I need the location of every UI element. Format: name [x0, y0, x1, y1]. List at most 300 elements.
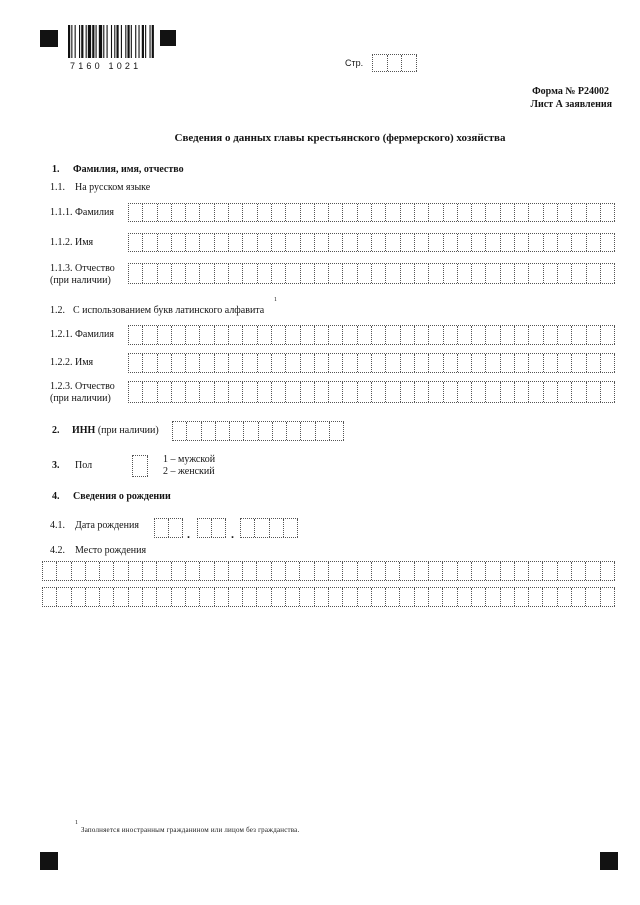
birth-date-title: Дата рождения: [75, 520, 139, 531]
entry-cell: [544, 326, 558, 344]
entry-cell: [529, 382, 543, 402]
entry-cell: [315, 382, 329, 402]
entry-cell: [386, 562, 400, 580]
entry-cell: [243, 562, 257, 580]
entry-cell: [301, 422, 315, 440]
entry-cell: [458, 264, 472, 283]
entry-cell: [157, 588, 171, 606]
entry-cell: [329, 264, 343, 283]
entry-cell: [202, 422, 216, 440]
entry-cell: [186, 562, 200, 580]
entry-cell: [155, 519, 169, 537]
entry-cell: [186, 204, 200, 221]
entry-cell: [169, 519, 183, 537]
entry-cell: [244, 422, 258, 440]
entry-cell: [386, 234, 400, 251]
entry-cell: [372, 234, 386, 251]
entry-cell: [601, 354, 615, 372]
entry-cell: [444, 234, 458, 251]
entry-cell: [515, 588, 529, 606]
entry-cell: [158, 354, 172, 372]
entry-cell: [329, 326, 343, 344]
entry-cell: [186, 354, 200, 372]
entry-cell: [186, 326, 200, 344]
entry-cell: [486, 354, 500, 372]
footnote-reference: 1: [274, 297, 277, 303]
entry-cell: [187, 422, 201, 440]
entry-cell: [212, 519, 226, 537]
entry-cell: [315, 234, 329, 251]
entry-cell: [200, 354, 214, 372]
entry-cell: [315, 588, 329, 606]
entry-cell: [229, 354, 243, 372]
entry-cell: [172, 562, 186, 580]
section-name-heading: [52, 165, 184, 175]
subsection-number: 1.1.: [50, 182, 65, 193]
entry-cell: [372, 204, 386, 221]
entry-cell: [587, 234, 601, 251]
entry-cell: [243, 382, 257, 402]
entry-cell: [198, 519, 212, 537]
entry-cell: [200, 204, 214, 221]
entry-cell: [486, 234, 500, 251]
entry-cell: [229, 204, 243, 221]
entry-cell: [133, 456, 148, 476]
entry-cell: [343, 204, 357, 221]
entry-cell: [444, 204, 458, 221]
date-separator: .: [231, 527, 234, 541]
entry-cell: [158, 326, 172, 344]
entry-cell: [72, 562, 86, 580]
entry-cell: [472, 354, 486, 372]
subsection-title: С использованием букв латинского алфавита: [73, 305, 265, 316]
entry-cell: [300, 588, 314, 606]
entry-cell: [415, 382, 429, 402]
patronymic-latin-note: (при наличии): [50, 393, 111, 404]
entry-cell: [286, 354, 300, 372]
entry-cell: [372, 264, 386, 283]
entry-cell: [215, 588, 229, 606]
entry-cell: [358, 204, 372, 221]
entry-cell: [143, 382, 157, 402]
entry-cell: [458, 562, 472, 580]
barcode-bars: [68, 25, 154, 58]
entry-cell: [558, 588, 572, 606]
entry-cell: [157, 562, 171, 580]
entry-cell: [72, 588, 86, 606]
entry-cell: [458, 382, 472, 402]
entry-cell: [388, 55, 403, 71]
entry-cell: [343, 562, 357, 580]
entry-cell: [257, 562, 271, 580]
entry-cell: [458, 234, 472, 251]
entry-cell: [429, 588, 443, 606]
entry-cell: [143, 264, 157, 283]
section-number: 1.: [52, 164, 60, 175]
entry-cell: [286, 326, 300, 344]
entry-cell: [287, 422, 301, 440]
entry-cell: [273, 422, 287, 440]
entry-cell: [200, 588, 214, 606]
entry-cell: [329, 382, 343, 402]
inn-title: ИНН: [72, 425, 96, 436]
form-number: Форма № Р24002: [532, 86, 609, 97]
entry-cell: [229, 562, 243, 580]
entry-cell: [200, 264, 214, 283]
entry-cell: [587, 354, 601, 372]
subsection-russian-heading: [50, 183, 150, 193]
entry-cell: [458, 326, 472, 344]
first-name-ru-label: 1.1.2. Имя: [50, 237, 94, 248]
entry-cell: [401, 204, 415, 221]
entry-cell: [215, 234, 229, 251]
entry-cell: [343, 264, 357, 283]
entry-cell: [472, 326, 486, 344]
entry-cell: [315, 562, 329, 580]
entry-cell: [529, 264, 543, 283]
birth-title: Сведения о рождении: [73, 491, 171, 502]
section-number: 3.: [52, 460, 60, 471]
subsection-title: На русском языке: [75, 182, 151, 193]
sex-title: Пол: [75, 460, 93, 471]
entry-cell: [501, 354, 515, 372]
entry-cell: [515, 264, 529, 283]
entry-cell: [429, 204, 443, 221]
entry-cell: [172, 382, 186, 402]
entry-cell: [572, 354, 586, 372]
entry-cell: [315, 354, 329, 372]
footnote-text: Заполняется иностранным гражданином или лицом без гражданства.: [81, 826, 300, 834]
entry-cell: [544, 354, 558, 372]
entry-cell: [329, 204, 343, 221]
inn-cells: [172, 421, 344, 441]
registration-marker-top-left: [40, 30, 58, 47]
entry-cell: [558, 264, 572, 283]
entry-cell: [230, 422, 244, 440]
page-number-cells: [372, 54, 417, 72]
entry-cell: [401, 234, 415, 251]
entry-cell: [200, 326, 214, 344]
entry-cell: [43, 562, 57, 580]
entry-cell: [86, 588, 100, 606]
entry-cell: [373, 55, 388, 71]
sex-heading: [52, 461, 92, 471]
entry-cell: [601, 234, 615, 251]
entry-cell: [529, 354, 543, 372]
inn-note: (при наличии): [97, 425, 159, 436]
entry-cell: [415, 562, 429, 580]
entry-cell: [586, 562, 600, 580]
entry-cell: [143, 588, 157, 606]
entry-cell: [501, 264, 515, 283]
entry-cell: [415, 264, 429, 283]
entry-cell: [172, 204, 186, 221]
entry-cell: [401, 264, 415, 283]
entry-cell: [200, 562, 214, 580]
entry-cell: [486, 588, 500, 606]
entry-cell: [343, 588, 357, 606]
entry-cell: [272, 204, 286, 221]
entry-cell: [172, 264, 186, 283]
entry-cell: [158, 204, 172, 221]
entry-cell: [229, 326, 243, 344]
entry-cell: [158, 264, 172, 283]
entry-cell: [358, 588, 372, 606]
entry-cell: [386, 354, 400, 372]
entry-cell: [329, 562, 343, 580]
entry-cell: [572, 382, 586, 402]
entry-cell: [301, 234, 315, 251]
entry-cell: [386, 588, 400, 606]
entry-cell: [343, 234, 357, 251]
entry-cell: [358, 264, 372, 283]
entry-cell: [129, 354, 143, 372]
entry-cell: [241, 519, 255, 537]
entry-cell: [215, 326, 229, 344]
entry-cell: [301, 204, 315, 221]
entry-cell: [272, 234, 286, 251]
entry-cell: [572, 326, 586, 344]
entry-cell: [529, 562, 543, 580]
patronymic-latin-label: 1.2.3. Отчество: [50, 381, 115, 392]
first-name-latin-cells: [128, 353, 615, 373]
surname-latin-cells: [128, 325, 615, 345]
entry-cell: [486, 264, 500, 283]
entry-cell: [272, 562, 286, 580]
entry-cell: [200, 382, 214, 402]
entry-cell: [401, 354, 415, 372]
entry-cell: [358, 354, 372, 372]
entry-cell: [472, 562, 486, 580]
entry-cell: [486, 204, 500, 221]
entry-cell: [515, 326, 529, 344]
entry-cell: [243, 264, 257, 283]
entry-cell: [544, 264, 558, 283]
entry-cell: [301, 326, 315, 344]
entry-cell: [558, 326, 572, 344]
entry-cell: [270, 519, 284, 537]
entry-cell: [415, 326, 429, 344]
entry-cell: [529, 234, 543, 251]
entry-cell: [329, 588, 343, 606]
entry-cell: [587, 204, 601, 221]
entry-cell: [544, 204, 558, 221]
entry-cell: [515, 354, 529, 372]
entry-cell: [43, 588, 57, 606]
entry-cell: [415, 588, 429, 606]
patronymic-ru-note: (при наличии): [50, 275, 111, 286]
entry-cell: [258, 382, 272, 402]
date-separator: .: [187, 527, 190, 541]
entry-cell: [215, 264, 229, 283]
entry-cell: [258, 354, 272, 372]
entry-cell: [129, 588, 143, 606]
birth-month-cells: [197, 518, 226, 538]
entry-cell: [587, 382, 601, 402]
entry-cell: [444, 382, 458, 402]
entry-cell: [400, 562, 414, 580]
registration-marker-bottom-right: [600, 852, 618, 870]
patronymic-ru-cells: [128, 263, 615, 284]
entry-cell: [544, 382, 558, 402]
surname-ru-cells: [128, 203, 615, 222]
entry-cell: [258, 264, 272, 283]
entry-cell: [501, 204, 515, 221]
page-number-label: Стр.: [345, 58, 364, 68]
entry-cell: [286, 382, 300, 402]
birth-place-cells-row-2: [42, 587, 615, 607]
entry-cell: [572, 264, 586, 283]
entry-cell: [372, 382, 386, 402]
entry-cell: [243, 354, 257, 372]
section-title: Фамилия, имя, отчество: [73, 164, 184, 175]
entry-cell: [172, 326, 186, 344]
entry-cell: [301, 354, 315, 372]
entry-cell: [301, 264, 315, 283]
entry-cell: [501, 234, 515, 251]
entry-cell: [229, 588, 243, 606]
entry-cell: [343, 326, 357, 344]
entry-cell: [472, 382, 486, 402]
entry-cell: [372, 326, 386, 344]
entry-cell: [284, 519, 298, 537]
birth-place-title: Место рождения: [75, 545, 147, 556]
birth-heading: [52, 492, 171, 502]
entry-cell: [543, 588, 557, 606]
entry-cell: [429, 382, 443, 402]
subsection-number: 1.2.: [50, 305, 65, 316]
registration-marker-top: [160, 30, 176, 46]
entry-cell: [587, 264, 601, 283]
barcode: [68, 25, 156, 59]
entry-cell: [114, 588, 128, 606]
entry-cell: [272, 588, 286, 606]
entry-cell: [429, 326, 443, 344]
entry-cell: [229, 264, 243, 283]
sex-cell: [132, 455, 148, 477]
entry-cell: [415, 354, 429, 372]
entry-cell: [315, 326, 329, 344]
surname-latin-label: 1.2.1. Фамилия: [50, 329, 114, 340]
entry-cell: [329, 234, 343, 251]
entry-cell: [415, 204, 429, 221]
entry-cell: [100, 562, 114, 580]
first-name-latin-label: 1.2.2. Имя: [50, 357, 94, 368]
birth-place-cells-row-1: [42, 561, 615, 581]
entry-cell: [358, 326, 372, 344]
entry-cell: [258, 204, 272, 221]
entry-cell: [129, 264, 143, 283]
entry-cell: [258, 326, 272, 344]
entry-cell: [572, 562, 586, 580]
entry-cell: [200, 234, 214, 251]
entry-cell: [143, 562, 157, 580]
entry-cell: [143, 234, 157, 251]
entry-cell: [402, 55, 417, 71]
entry-cell: [429, 264, 443, 283]
entry-cell: [243, 588, 257, 606]
entry-cell: [458, 204, 472, 221]
entry-cell: [143, 326, 157, 344]
entry-cell: [57, 588, 71, 606]
entry-cell: [272, 264, 286, 283]
entry-cell: [143, 204, 157, 221]
entry-cell: [215, 204, 229, 221]
entry-cell: [401, 326, 415, 344]
section-number: 4.: [52, 491, 60, 502]
entry-cell: [286, 562, 300, 580]
entry-cell: [601, 204, 615, 221]
entry-cell: [558, 354, 572, 372]
entry-cell: [501, 382, 515, 402]
entry-cell: [444, 326, 458, 344]
entry-cell: [186, 234, 200, 251]
entry-cell: [57, 562, 71, 580]
entry-cell: [229, 382, 243, 402]
entry-cell: [558, 204, 572, 221]
entry-cell: [129, 382, 143, 402]
entry-cell: [215, 354, 229, 372]
surname-ru-label: 1.1.1. Фамилия: [50, 207, 114, 218]
entry-cell: [543, 562, 557, 580]
entry-cell: [372, 588, 386, 606]
registration-marker-bottom-left: [40, 852, 58, 870]
entry-cell: [472, 264, 486, 283]
entry-cell: [386, 382, 400, 402]
inn-heading: [52, 426, 159, 436]
entry-cell: [443, 588, 457, 606]
entry-cell: [243, 204, 257, 221]
entry-cell: [286, 588, 300, 606]
entry-cell: [315, 204, 329, 221]
entry-cell: [443, 562, 457, 580]
entry-cell: [401, 382, 415, 402]
entry-cell: [186, 588, 200, 606]
entry-cell: [386, 204, 400, 221]
entry-cell: [601, 382, 615, 402]
entry-cell: [158, 382, 172, 402]
entry-cell: [601, 562, 615, 580]
birth-date-label: [50, 521, 139, 531]
entry-cell: [458, 588, 472, 606]
patronymic-ru-label: 1.1.3. Отчество: [50, 263, 115, 274]
entry-cell: [572, 588, 586, 606]
entry-cell: [243, 326, 257, 344]
entry-cell: [158, 234, 172, 251]
footnote-mark: 1: [75, 820, 78, 826]
entry-cell: [515, 234, 529, 251]
entry-cell: [243, 234, 257, 251]
entry-cell: [229, 234, 243, 251]
entry-cell: [259, 422, 273, 440]
entry-cell: [486, 382, 500, 402]
barcode-number: 7160 1021: [70, 61, 142, 71]
entry-cell: [272, 326, 286, 344]
subsection-number: 4.1.: [50, 520, 65, 531]
birth-place-label: [50, 546, 146, 556]
entry-cell: [486, 326, 500, 344]
entry-cell: [258, 234, 272, 251]
entry-cell: [215, 382, 229, 402]
entry-cell: [544, 234, 558, 251]
entry-cell: [572, 204, 586, 221]
entry-cell: [458, 354, 472, 372]
entry-cell: [472, 588, 486, 606]
entry-cell: [272, 382, 286, 402]
entry-cell: [558, 382, 572, 402]
entry-cell: [86, 562, 100, 580]
entry-cell: [472, 204, 486, 221]
